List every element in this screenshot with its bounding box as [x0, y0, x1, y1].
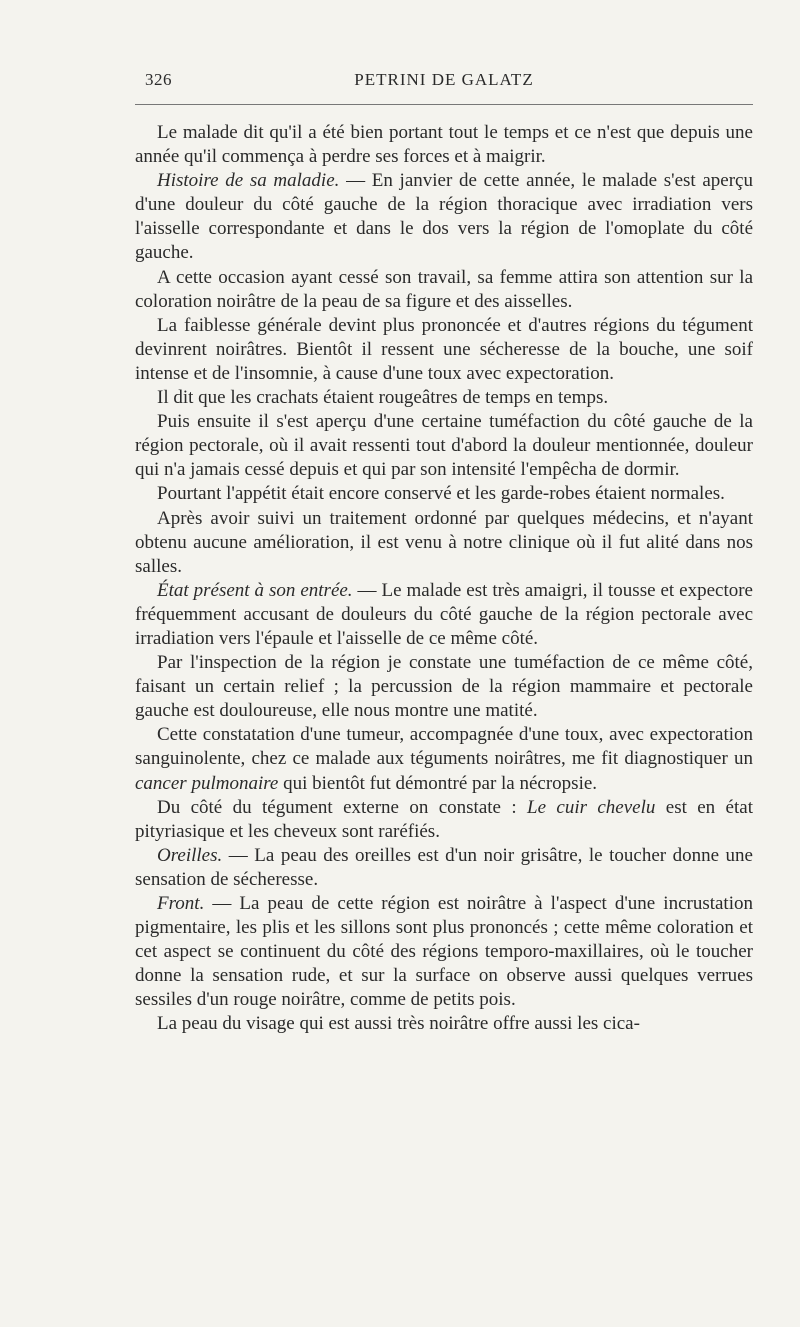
- page-number: 326: [145, 70, 172, 89]
- paragraph-5: Il dit que les crachats étaient rougeâtres de temps en temps.: [157, 387, 609, 409]
- paragraph-11: Cette constatation d'une tumeur, accompagnée d'une toux, avec expectoration sanguinolente, chez ce malade aux téguments noirâtres, me fit diagnostiquer un cancer pulmonaire qui bientôt fut démontré par la nécropsie.: [135, 724, 753, 794]
- running-head: PETRINI DE GALATZ: [354, 70, 534, 89]
- section-heading: Histoire de sa maladie.: [157, 170, 340, 192]
- section-heading: Front.: [157, 893, 205, 914]
- body-text: [135, 121, 753, 1037]
- paragraph-4: La faiblesse générale devint plus prononcée et d'autres régions du tégument devinrent noirâtres. Bientôt il ressent une sécheresse de la bouche, une soif intense et de l'insomnie, à cause d'une toux avec expectoration.: [135, 314, 753, 384]
- paragraph-7: Pourtant l'appétit était encore conservé et les garde-robes étaient normales.: [157, 483, 725, 505]
- emphasis: Le cuir chevelu: [527, 796, 656, 818]
- paragraph-14: Front. — La peau de cette région est noirâtre à l'aspect d'une incrustation pigmentaire, les plis et les sillons sont plus prononcés ; cette même coloration et cet aspect se continuent du côté des régions temporo-maxillaires, où le toucher donne la sensation rude, et sur la surface on observe aussi quelques verrues sessiles d'un rouge noirâtre, comme de petits pois.: [135, 893, 753, 1011]
- paragraph-15: La peau du visage qui est aussi très noirâtre offre aussi les cica-: [157, 1013, 640, 1035]
- emphasis: cancer pulmonaire: [135, 772, 279, 794]
- paragraph-2: Histoire de sa maladie. — En janvier de cette année, le malade s'est aperçu d'une douleur du côté gauche de la région thoracique avec irradiation vers l'aisselle correspondante et dans le dos vers la région de l'omoplate du côté gauche.: [135, 170, 753, 264]
- header-rule: [135, 104, 753, 105]
- paragraph-6: Puis ensuite il s'est aperçu d'une certaine tuméfaction du côté gauche de la région pectorale, où il avait ressenti tout d'abord la douleur mentionnée, douleur qui n'a jamais cessé depuis et qui par son intensité l'empêcha de dormir.: [135, 411, 753, 481]
- paragraph-10: Par l'inspection de la région je constate une tuméfaction de ce même côté, faisant un certain relief ; la percussion de la région mammaire et pectorale gauche est douloureuse, elle nous montre une matité.: [135, 652, 753, 722]
- paragraph-3: A cette occasion ayant cessé son travail, sa femme attira son attention sur la coloration noirâtre de la peau de sa figure et des aisselles.: [135, 266, 753, 312]
- paragraph-13: Oreilles. — La peau des oreilles est d'un noir grisâtre, le toucher donne une sensation de sécheresse.: [135, 844, 753, 890]
- page-header: [135, 70, 753, 98]
- section-heading: État présent à son entrée.: [157, 579, 353, 601]
- paragraph-12: Du côté du tégument externe on constate : Le cuir chevelu est en état pityriasique et les cheveux sont raréfiés.: [135, 796, 753, 842]
- section-heading: Oreilles.: [157, 844, 223, 866]
- paragraph-9: État présent à son entrée. — Le malade est très amaigri, il tousse et expectore fréquemment accusant de douleurs du côté gauche de la région pectorale avec irradiation vers l'épaule et l'aisselle de ce même côté.: [135, 579, 753, 649]
- paragraph-8: Après avoir suivi un traitement ordonné par quelques médecins, et n'ayant obtenu aucune amélioration, il est venu à notre clinique où il fut alité dans nos salles.: [135, 507, 753, 577]
- paragraph-1: Le malade dit qu'il a été bien portant tout le temps et ce n'est que depuis une année qu'il commença à perdre ses forces et à maigrir.: [135, 122, 753, 168]
